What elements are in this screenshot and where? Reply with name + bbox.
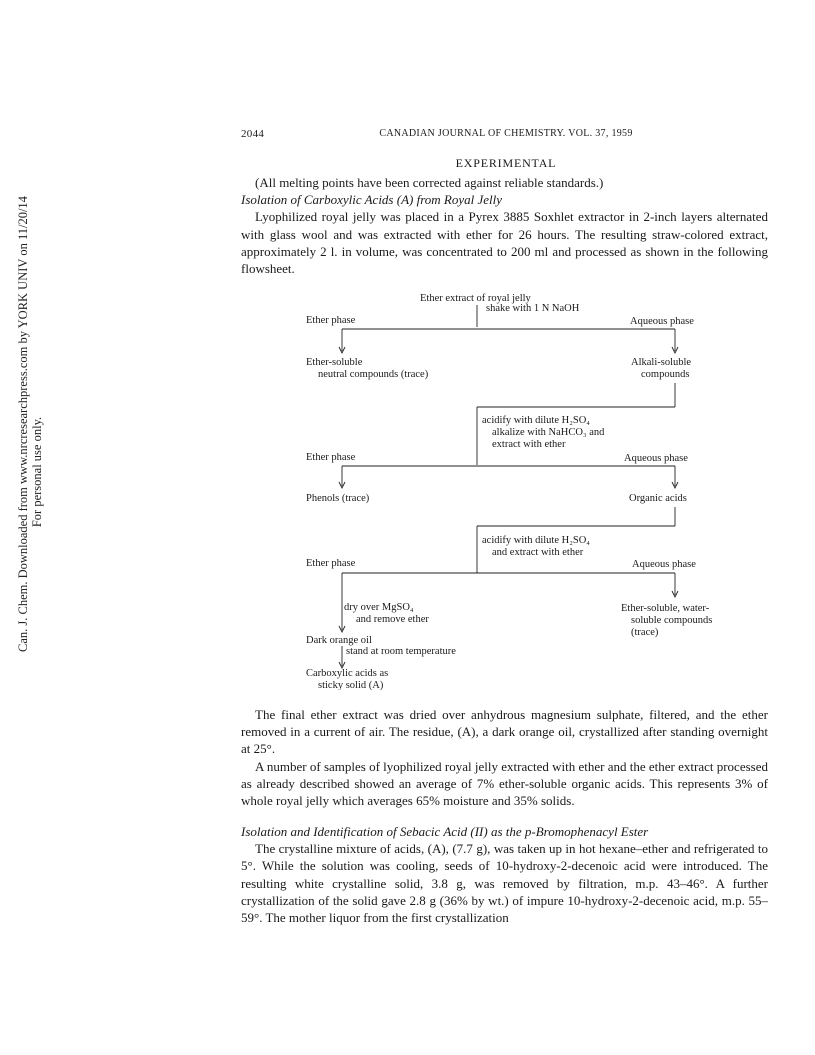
intro-note: (All melting points have been corrected against reliable standards.) (255, 175, 604, 190)
page-number: 2044 (241, 128, 265, 140)
flow-water-soluble-1: Ether-soluble, water- (621, 603, 710, 614)
flowsheet-diagram (290, 290, 750, 690)
flow-neutral-2: neutral compounds (trace) (318, 369, 429, 380)
flow-carboxylic-2: sticky solid (A) (318, 680, 384, 690)
watermark-line-1: Can. J. Chem. Downloaded from www.nrcresearchpress.com by YORK UNIV on 11/20/14 (16, 196, 30, 652)
flow-dry-line1: dry over MgSO₄ (344, 602, 414, 613)
results-paragraph-2: A number of samples of lyophilized royal jelly extracted with ether and the ether extract processed as already described showed an average of 7% ether-soluble organic acids. This represents 3% of whole royal jelly which averages 65% moisture and 35% solids. (241, 758, 768, 809)
intro-block (241, 174, 768, 277)
flow-stand: stand at room temperature (346, 646, 456, 657)
flow-dry-line2: and remove ether (356, 614, 429, 625)
flow-ether-phase-3: Ether phase (306, 558, 356, 569)
flow-step2-line3: extract with ether (492, 439, 566, 450)
flow-alkali-1: Alkali-soluble (631, 357, 692, 368)
download-watermark (16, 196, 44, 652)
subsection-heading-1: Isolation of Carboxylic Acids (A) from Royal Jelly (241, 192, 503, 208)
sebacic-block (241, 823, 768, 926)
flow-organic-acids: Organic acids (629, 493, 687, 504)
flow-step2-line2: alkalize with NaHCO₃ and (492, 427, 605, 438)
flow-carboxylic-1: Carboxylic acids as (306, 668, 389, 679)
flow-alkali-2: compounds (641, 369, 690, 380)
flow-water-soluble-3: (trace) (631, 627, 659, 638)
flow-ether-phase-2: Ether phase (306, 452, 356, 463)
watermark-line-2: For personal use only. (30, 416, 44, 528)
flow-step1: shake with 1 N NaOH (486, 303, 580, 314)
flow-start: Ether extract of royal jelly (420, 293, 531, 304)
flow-step3-line2: and extract with ether (492, 547, 584, 558)
flow-water-soluble-2: soluble compounds (631, 615, 713, 626)
flow-neutral-1: Ether-soluble (306, 357, 363, 368)
flow-step3-line1: acidify with dilute H₂SO₄ (482, 535, 590, 546)
results-paragraph-1: The final ether extract was dried over anhydrous magnesium sulphate, filtered, and the ether removed in a current of air. The residue, (A), a dark orange oil, crystallized after standing overnight at 25°. (241, 707, 768, 757)
flow-aqueous-phase-3: Aqueous phase (632, 559, 696, 570)
flow-phenols: Phenols (trace) (306, 493, 370, 504)
subsection-heading-2: Isolation and Identification of Sebacic Acid (II) as the p-Bromophenacyl Ester (241, 824, 649, 839)
flow-step2-line1: acidify with dilute H₂SO₄ (482, 415, 590, 426)
results-block (241, 706, 768, 809)
running-header (241, 128, 771, 144)
subsection-paragraph-2: The crystalline mixture of acids, (A), (7.7 g), was taken up in hot hexane–ether and refrigerated to 5°. While the solution was cooling, seeds of 10-hydroxy-2-decenoic acid were introduced. The resulting white crystalline solid, 3.8 g, was removed by filtration, m.p. 43–46°. A further crystallization of the solid gave 2.8 g (36% by wt.) of impure 10-hydroxy-2-decenoic acid, m.p. 55–59°. The mother liquor from the first crystallization (241, 841, 768, 926)
flow-aqueous-phase-1: Aqueous phase (630, 316, 694, 327)
flow-ether-phase-1: Ether phase (306, 315, 356, 326)
journal-title: CANADIAN JOURNAL OF CHEMISTRY. VOL. 37, 1959 (379, 128, 633, 139)
subsection-paragraph-1: Lyophilized royal jelly was placed in a Pyrex 3885 Soxhlet extractor in 2-inch layers alternated with glass wool and was extracted with ether for 26 hours. The resulting straw-colored extract, approximately 2 l. in volume, was concentrated to 200 ml and processed as shown in the following flowsheet. (241, 209, 768, 277)
section-title: EXPERIMENTAL (455, 156, 557, 170)
flow-aqueous-phase-2: Aqueous phase (624, 453, 688, 464)
flow-oil: Dark orange oil (306, 635, 372, 646)
